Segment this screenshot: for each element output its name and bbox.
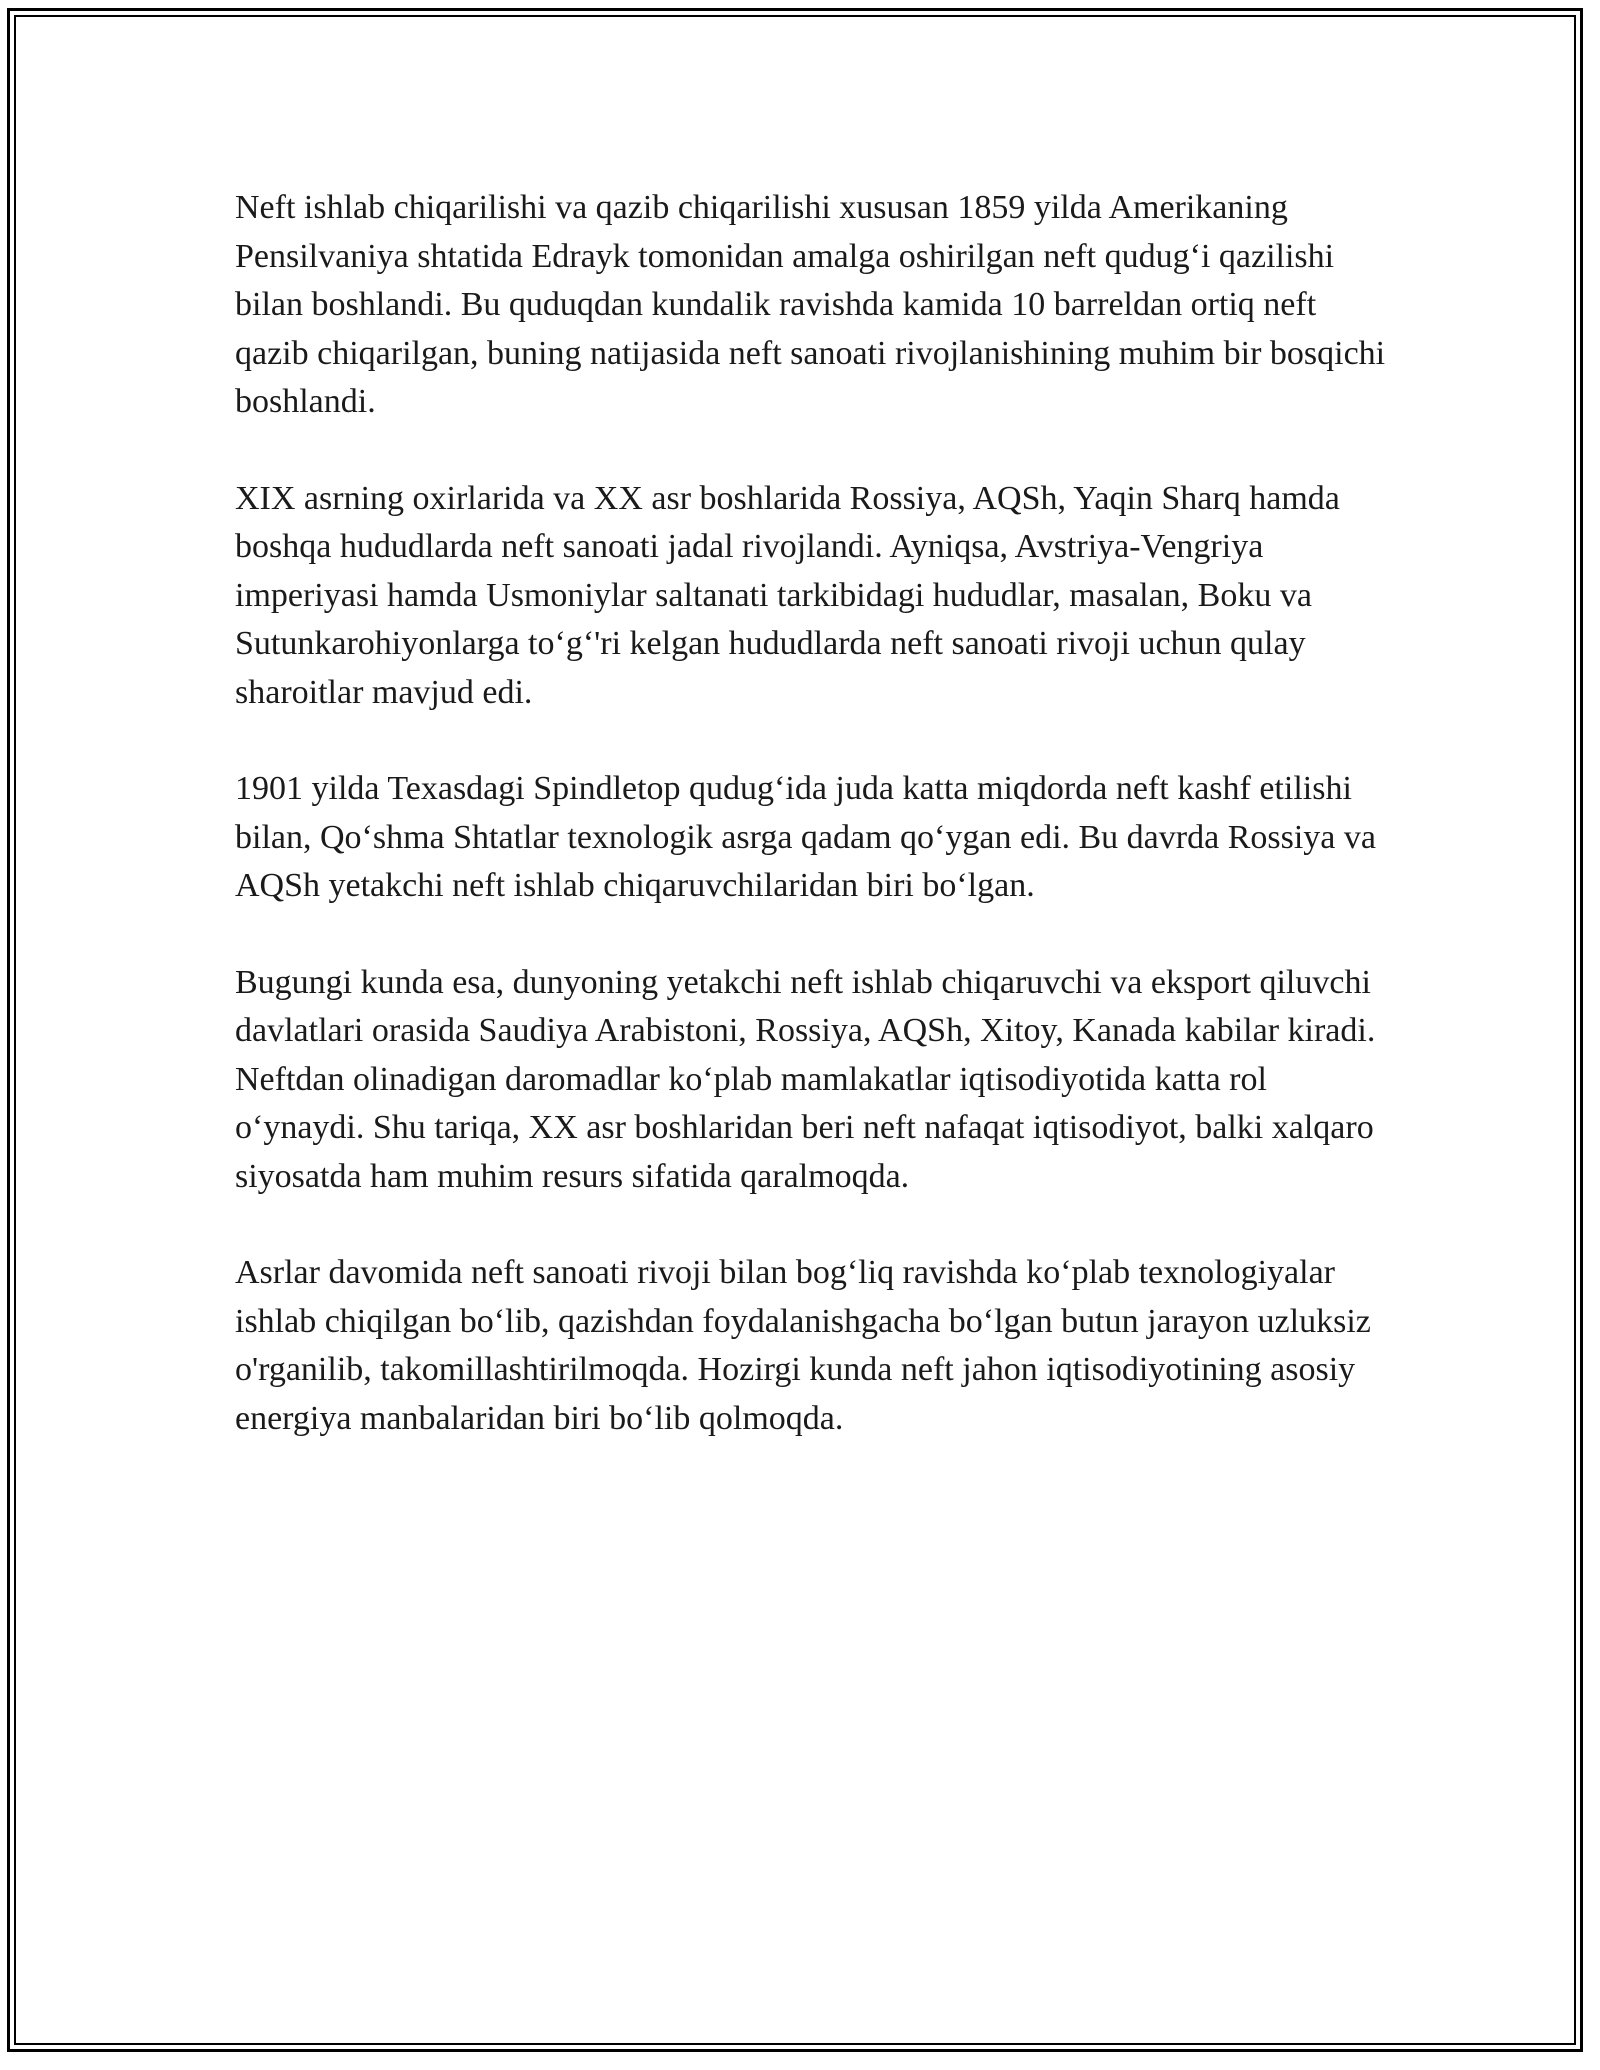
paragraph-3: 1901 yilda Texasdagi Spindletop qudug‘ida juda katta miqdorda neft kashf etilishi bilan, Qo‘shma Shtatlar texnologik asrga qadam qo‘ygan edi. Bu davrda Rossiya va AQSh yetakchi neft ishlab chiqaruvchilaridan biri bo‘lgan. [235,770,1376,904]
document-body [235,184,1395,1491]
paragraph-1: Neft ishlab chiqarilishi va qazib chiqarilishi xususan 1859 yilda Amerikaning Pensilvaniya shtatida Edrayk tomonidan amalga oshirilgan neft qudug‘i qazilishi bilan boshlandi. Bu quduqdan kundalik ravishda kamida 10 barreldan ortiq neft qazib chiqarilgan, buning natijasida neft sanoati rivojlanishining muhim bir bosqichi boshlandi. [235,189,1386,420]
paragraph-4: Bugungi kunda esa, dunyoning yetakchi neft ishlab chiqaruvchi va eksport qiluvchi davlatlari orasida Saudiya Arabistoni, Rossiya, AQSh, Xitoy, Kanada kabilar kiradi. Neftdan olinadigan daromadlar ko‘plab mamlakatlar iqtisodiyotida katta rol o‘ynaydi. Shu tariqa, XX asr boshlaridan beri neft nafaqat iqtisodiyot, balki xalqaro siyosatda ham muhim resurs sifatida qaralmoqda. [235,963,1376,1195]
paragraph-2: XIX asrning oxirlarida va XX asr boshlarida Rossiya, AQSh, Yaqin Sharq hamda boshqa hududlarda neft sanoati jadal rivojlandi. Ayniqsa, Avstriya-Vengriya imperiyasi hamda Usmoniylar saltanati tarkibidagi hududlar, masalan, Boku va Sutunkarohiyonlarga to‘g‘'ri kelgan hududlarda neft sanoati rivoji uchun qulay sharoitlar mavjud edi. [235,479,1340,711]
paragraph-5: Asrlar davomida neft sanoati rivoji bilan bog‘liq ravishda ko‘plab texnologiyalar ishlab chiqilgan bo‘lib, qazishdan foydalanishgacha bo‘lgan butun jarayon uzluksiz o'rganilib, takomillashtirilmoqda. Hozirgi kunda neft jahon iqtisodiyotining asosiy energiya manbalaridan biri bo‘lib qolmoqda. [235,1254,1371,1437]
